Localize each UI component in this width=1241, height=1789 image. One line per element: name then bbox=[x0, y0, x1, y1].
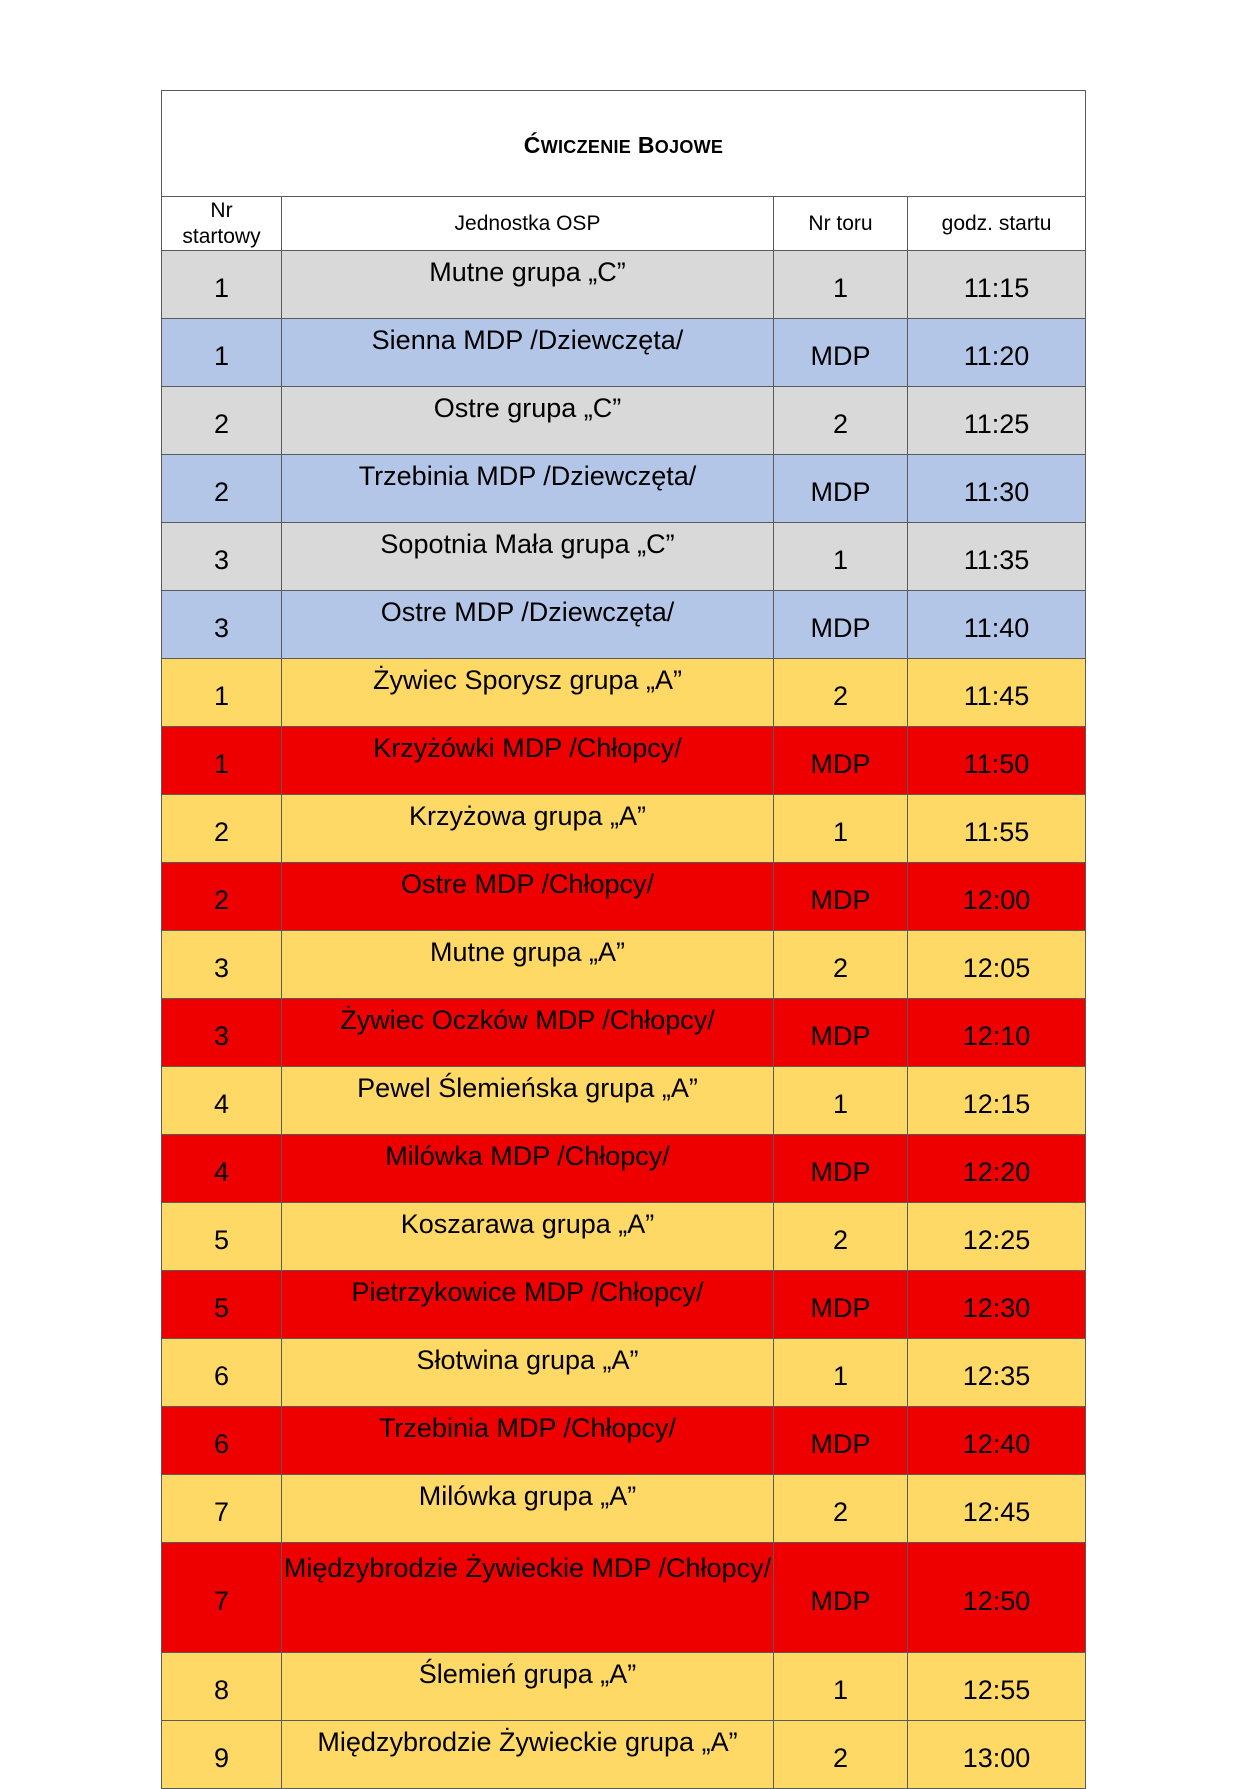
cell-time: 12:55 bbox=[908, 1653, 1086, 1721]
table-row bbox=[162, 863, 1086, 931]
cell-nr: 5 bbox=[162, 1203, 282, 1271]
cell-time: 12:50 bbox=[908, 1543, 1086, 1653]
cell-tor: 1 bbox=[774, 1653, 908, 1721]
cell-time: 12:25 bbox=[908, 1203, 1086, 1271]
table-title bbox=[162, 91, 1086, 197]
table-row bbox=[162, 251, 1086, 319]
cell-time: 12:10 bbox=[908, 999, 1086, 1067]
table-row bbox=[162, 387, 1086, 455]
cell-unit: Ostre MDP /Dziewczęta/ bbox=[282, 591, 774, 659]
table-row bbox=[162, 727, 1086, 795]
cell-tor: 2 bbox=[774, 1203, 908, 1271]
cell-unit: Ostre grupa „C” bbox=[282, 387, 774, 455]
cell-unit: Ostre MDP /Chłopcy/ bbox=[282, 863, 774, 931]
cell-time: 12:20 bbox=[908, 1135, 1086, 1203]
cell-nr: 4 bbox=[162, 1067, 282, 1135]
cell-unit: Międzybrodzie Żywieckie MDP /Chłopcy/ bbox=[282, 1543, 774, 1653]
header-tor: Nr toru bbox=[774, 197, 908, 251]
table-row bbox=[162, 795, 1086, 863]
cell-nr: 4 bbox=[162, 1135, 282, 1203]
cell-unit: Krzyżówki MDP /Chłopcy/ bbox=[282, 727, 774, 795]
cell-time: 11:50 bbox=[908, 727, 1086, 795]
cell-unit: Pewel Ślemieńska grupa „A” bbox=[282, 1067, 774, 1135]
cell-tor: MDP bbox=[774, 727, 908, 795]
cell-unit: Ślemień grupa „A” bbox=[282, 1653, 774, 1721]
cell-unit: Międzybrodzie Żywieckie grupa „A” bbox=[282, 1721, 774, 1789]
cell-time: 13:00 bbox=[908, 1721, 1086, 1789]
cell-tor: 1 bbox=[774, 523, 908, 591]
table-row bbox=[162, 319, 1086, 387]
cell-time: 11:25 bbox=[908, 387, 1086, 455]
cell-tor: MDP bbox=[774, 1271, 908, 1339]
cell-nr: 9 bbox=[162, 1721, 282, 1789]
cell-tor: 2 bbox=[774, 1721, 908, 1789]
cell-unit: Sopotnia Mała grupa „C” bbox=[282, 523, 774, 591]
cell-nr: 7 bbox=[162, 1543, 282, 1653]
cell-tor: 2 bbox=[774, 1475, 908, 1543]
table-row bbox=[162, 1407, 1086, 1475]
table-row bbox=[162, 659, 1086, 727]
cell-unit: Mutne grupa „C” bbox=[282, 251, 774, 319]
cell-nr: 3 bbox=[162, 999, 282, 1067]
cell-time: 11:55 bbox=[908, 795, 1086, 863]
table-row bbox=[162, 523, 1086, 591]
cell-time: 11:35 bbox=[908, 523, 1086, 591]
cell-nr: 7 bbox=[162, 1475, 282, 1543]
cell-tor: 2 bbox=[774, 659, 908, 727]
header-time: godz. startu bbox=[908, 197, 1086, 251]
cell-nr: 2 bbox=[162, 795, 282, 863]
table-row bbox=[162, 455, 1086, 523]
table-row bbox=[162, 999, 1086, 1067]
cell-time: 12:05 bbox=[908, 931, 1086, 999]
cell-tor: MDP bbox=[774, 319, 908, 387]
cell-nr: 1 bbox=[162, 727, 282, 795]
cell-time: 12:40 bbox=[908, 1407, 1086, 1475]
cell-tor: MDP bbox=[774, 999, 908, 1067]
cell-nr: 8 bbox=[162, 1653, 282, 1721]
cell-nr: 1 bbox=[162, 319, 282, 387]
cell-nr: 6 bbox=[162, 1407, 282, 1475]
cell-unit: Żywiec Sporysz grupa „A” bbox=[282, 659, 774, 727]
cell-tor: 1 bbox=[774, 1067, 908, 1135]
cell-unit: Milówka MDP /Chłopcy/ bbox=[282, 1135, 774, 1203]
cell-tor: MDP bbox=[774, 455, 908, 523]
table-row bbox=[162, 1067, 1086, 1135]
cell-nr: 3 bbox=[162, 931, 282, 999]
cell-time: 12:15 bbox=[908, 1067, 1086, 1135]
cell-unit: Krzyżowa grupa „A” bbox=[282, 795, 774, 863]
header-unit: Jednostka OSP bbox=[282, 197, 774, 251]
cell-tor: MDP bbox=[774, 1135, 908, 1203]
cell-time: 12:30 bbox=[908, 1271, 1086, 1339]
start-schedule-table bbox=[161, 90, 1086, 1789]
cell-nr: 2 bbox=[162, 387, 282, 455]
table-row bbox=[162, 931, 1086, 999]
cell-nr: 2 bbox=[162, 863, 282, 931]
schedule-sheet bbox=[161, 90, 1085, 1789]
cell-unit: Żywiec Oczków MDP /Chłopcy/ bbox=[282, 999, 774, 1067]
cell-tor: 1 bbox=[774, 251, 908, 319]
cell-time: 12:00 bbox=[908, 863, 1086, 931]
header-nr: Nr startowy bbox=[162, 197, 282, 251]
cell-time: 11:30 bbox=[908, 455, 1086, 523]
header-row bbox=[162, 197, 1086, 251]
cell-tor: MDP bbox=[774, 591, 908, 659]
cell-unit: Milówka grupa „A” bbox=[282, 1475, 774, 1543]
cell-tor: 2 bbox=[774, 931, 908, 999]
cell-nr: 3 bbox=[162, 591, 282, 659]
cell-unit: Koszarawa grupa „A” bbox=[282, 1203, 774, 1271]
cell-tor: 1 bbox=[774, 795, 908, 863]
cell-unit: Słotwina grupa „A” bbox=[282, 1339, 774, 1407]
cell-nr: 1 bbox=[162, 659, 282, 727]
cell-nr: 3 bbox=[162, 523, 282, 591]
cell-unit: Sienna MDP /Dziewczęta/ bbox=[282, 319, 774, 387]
cell-nr: 5 bbox=[162, 1271, 282, 1339]
cell-tor: MDP bbox=[774, 1407, 908, 1475]
cell-time: 11:45 bbox=[908, 659, 1086, 727]
cell-time: 12:45 bbox=[908, 1475, 1086, 1543]
cell-unit: Trzebinia MDP /Dziewczęta/ bbox=[282, 455, 774, 523]
table-row bbox=[162, 1475, 1086, 1543]
table-row bbox=[162, 1271, 1086, 1339]
cell-tor: MDP bbox=[774, 1543, 908, 1653]
cell-unit: Pietrzykowice MDP /Chłopcy/ bbox=[282, 1271, 774, 1339]
cell-tor: 1 bbox=[774, 1339, 908, 1407]
cell-tor: 2 bbox=[774, 387, 908, 455]
cell-nr: 6 bbox=[162, 1339, 282, 1407]
cell-time: 11:40 bbox=[908, 591, 1086, 659]
table-row bbox=[162, 1543, 1086, 1653]
cell-nr: 2 bbox=[162, 455, 282, 523]
cell-time: 12:35 bbox=[908, 1339, 1086, 1407]
table-row bbox=[162, 1135, 1086, 1203]
cell-nr: 1 bbox=[162, 251, 282, 319]
table-row bbox=[162, 1339, 1086, 1407]
table-row bbox=[162, 591, 1086, 659]
cell-unit: Mutne grupa „A” bbox=[282, 931, 774, 999]
cell-time: 11:20 bbox=[908, 319, 1086, 387]
cell-tor: MDP bbox=[774, 863, 908, 931]
cell-unit: Trzebinia MDP /Chłopcy/ bbox=[282, 1407, 774, 1475]
table-row bbox=[162, 1203, 1086, 1271]
title-text: ĆWICZENIE BOJOWE bbox=[523, 132, 724, 158]
table-row bbox=[162, 1653, 1086, 1721]
cell-time: 11:15 bbox=[908, 251, 1086, 319]
